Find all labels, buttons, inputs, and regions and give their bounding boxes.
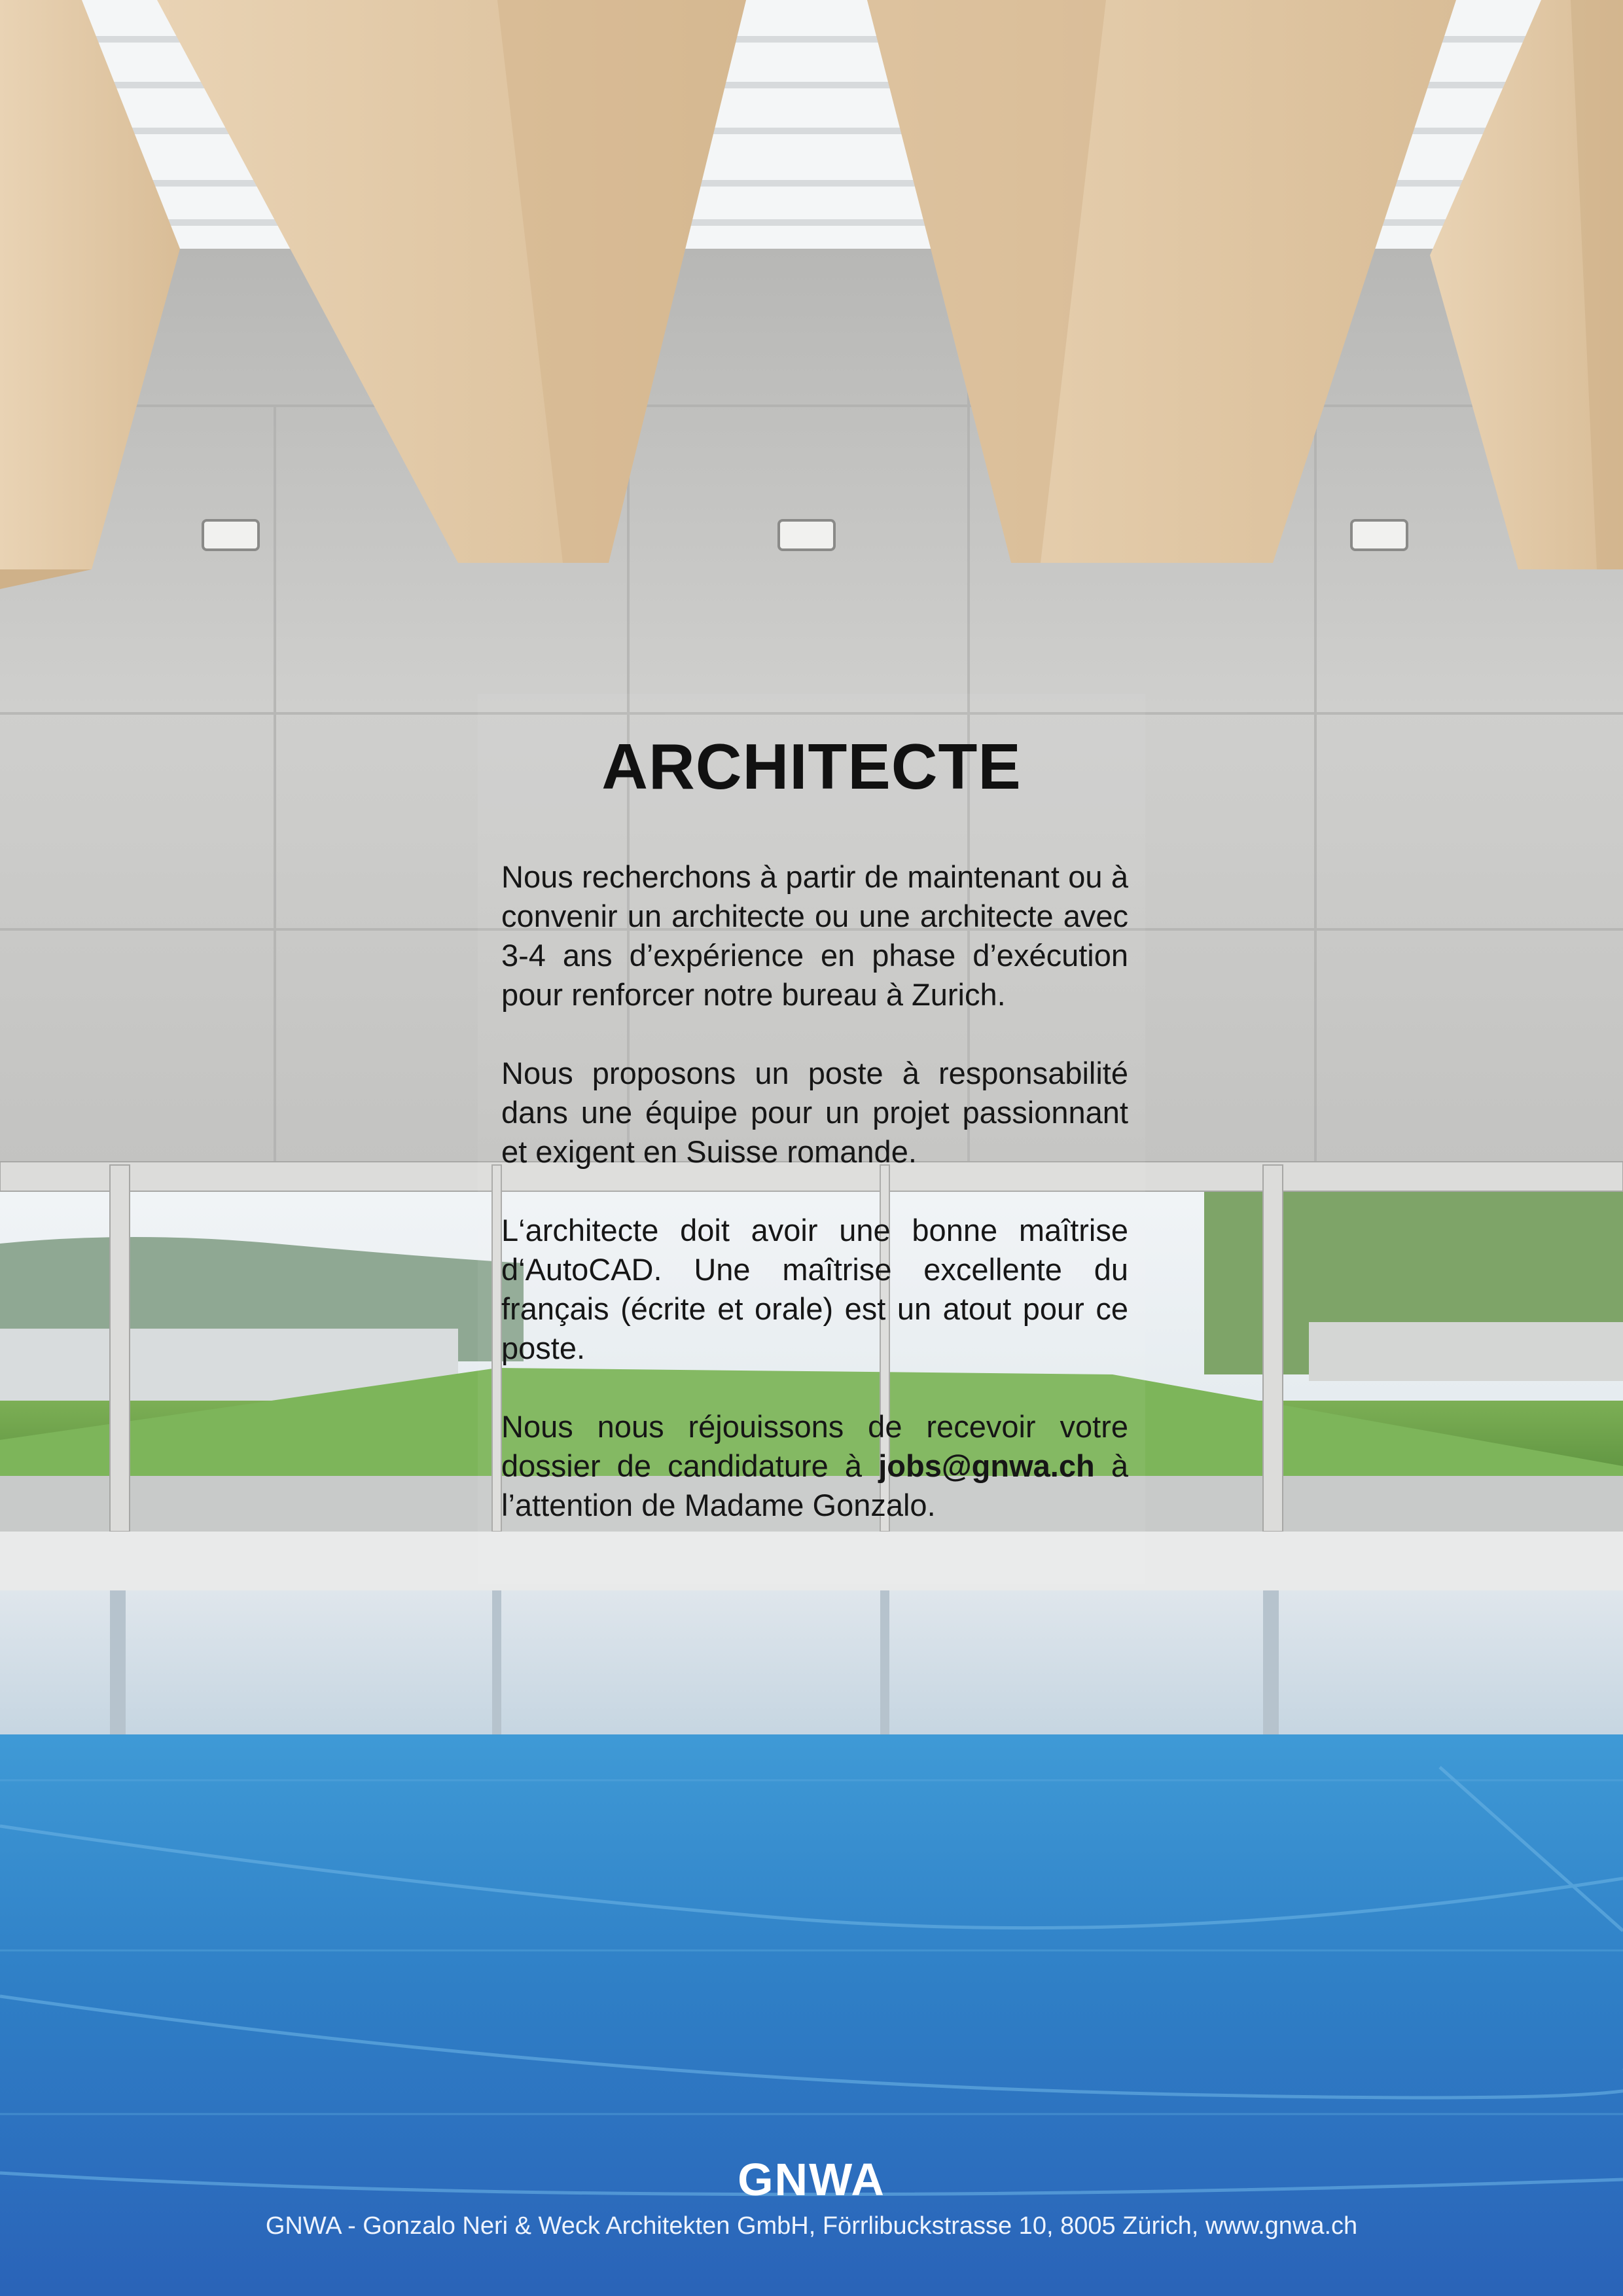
company-address: GNWA - Gonzalo Neri & Weck Architekten GmbH, Förrlibuckstrasse 10, 8005 Zürich, www.gnwa.ch — [265, 2212, 1358, 2240]
email-link[interactable]: jobs@gnwa.ch — [878, 1448, 1095, 1483]
contact-text-before: Nous nous réjouissons de recevoir votre dossier de candidature à — [501, 1409, 1128, 1483]
company-logo: GNWA — [738, 2154, 885, 2205]
paragraph-contact — [501, 1407, 1128, 1525]
paragraph-intro: Nous recherchons à partir de maintenant ou à convenir un architecte ou une architecte avec 3-4 ans d’expérience en phase d’exécution pour renforcer notre bureau à Zurich. — [501, 859, 1128, 1012]
job-description — [501, 857, 1128, 1525]
page-title: ARCHITECTE — [601, 730, 1022, 802]
paragraph-requirements: L‘architecte doit avoir une bonne maîtrise d‘AutoCAD. Une maîtrise excellente du français (écrite et orale) est un atout pour ce poste. — [501, 1213, 1128, 1365]
paragraph-offer: Nous proposons un poste à responsabilité dans une équipe pour un projet passionnant et exigent en Suisse romande. — [501, 1056, 1128, 1169]
contact-text-after: à l’attention de Madame Gonzalo. — [501, 1448, 1128, 1522]
